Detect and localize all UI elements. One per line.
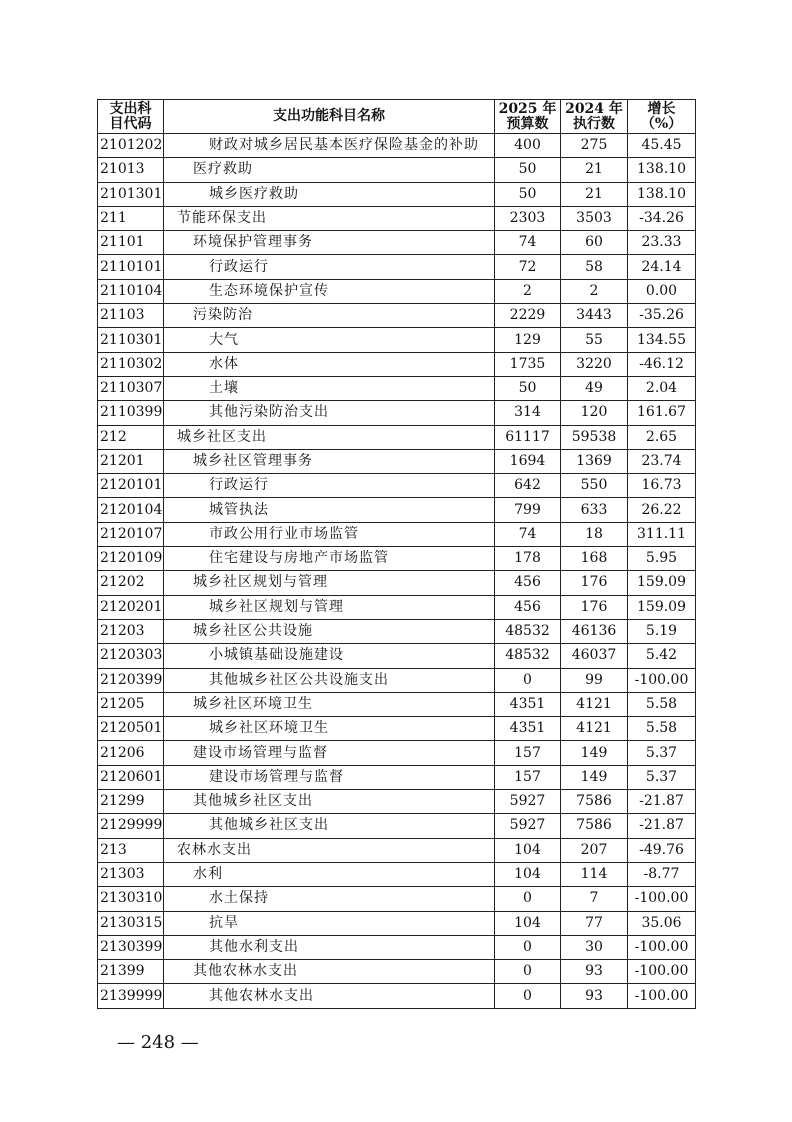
budget-cell: 50 <box>495 158 561 182</box>
actual-cell: 7586 <box>561 790 628 814</box>
actual-cell: 633 <box>561 498 628 522</box>
code-cell: 211 <box>98 206 164 230</box>
growth-cell: 23.74 <box>628 449 696 473</box>
table-row <box>98 328 696 352</box>
budget-cell: 400 <box>495 134 561 158</box>
table-row <box>98 206 696 230</box>
actual-cell: 99 <box>561 668 628 692</box>
name-cell: 城乡社区管理事务 <box>164 449 495 473</box>
growth-cell: 159.09 <box>628 571 696 595</box>
table-row <box>98 595 696 619</box>
code-cell: 2129999 <box>98 814 164 838</box>
code-cell: 2120501 <box>98 717 164 741</box>
actual-cell: 149 <box>561 741 628 765</box>
header-budget-line2: 预算数 <box>506 115 549 132</box>
table-row <box>98 352 696 376</box>
header-code-line1: 支出科 <box>109 100 152 117</box>
budget-cell: 456 <box>495 595 561 619</box>
code-cell: 21013 <box>98 158 164 182</box>
table-row <box>98 449 696 473</box>
name-cell: 抗旱 <box>164 911 495 935</box>
name-cell: 财政对城乡居民基本医疗保险基金的补助 <box>164 134 495 158</box>
name-cell: 其他污染防治支出 <box>164 401 495 425</box>
table-row <box>98 498 696 522</box>
growth-cell: -8.77 <box>628 862 696 886</box>
table-row <box>98 765 696 789</box>
table-row <box>98 717 696 741</box>
growth-cell: 5.19 <box>628 619 696 643</box>
growth-cell: -100.00 <box>628 960 696 984</box>
name-cell: 城乡社区环境卫生 <box>164 717 495 741</box>
table-row <box>98 376 696 400</box>
table-row <box>98 401 696 425</box>
actual-cell: 1369 <box>561 449 628 473</box>
name-cell: 城管执法 <box>164 498 495 522</box>
table-row <box>98 522 696 546</box>
budget-cell: 0 <box>495 960 561 984</box>
name-cell: 其他农林水支出 <box>164 960 495 984</box>
budget-cell: 178 <box>495 547 561 571</box>
budget-cell: 2303 <box>495 206 561 230</box>
name-cell: 大气 <box>164 328 495 352</box>
header-actual-line2: 执行数 <box>573 115 615 132</box>
table-row <box>98 425 696 449</box>
growth-cell: -100.00 <box>628 668 696 692</box>
table-row <box>98 790 696 814</box>
table-row <box>98 571 696 595</box>
code-cell: 2110302 <box>98 352 164 376</box>
growth-cell: 24.14 <box>628 255 696 279</box>
actual-cell: 114 <box>561 862 628 886</box>
growth-cell: 161.67 <box>628 401 696 425</box>
name-cell: 城乡社区环境卫生 <box>164 692 495 716</box>
name-cell: 城乡社区支出 <box>164 425 495 449</box>
budget-cell: 129 <box>495 328 561 352</box>
name-cell: 水体 <box>164 352 495 376</box>
header-growth <box>628 100 696 134</box>
name-cell: 城乡医疗救助 <box>164 182 495 206</box>
growth-cell: -21.87 <box>628 814 696 838</box>
budget-cell: 48532 <box>495 619 561 643</box>
budget-cell: 1694 <box>495 449 561 473</box>
budget-cell: 72 <box>495 255 561 279</box>
name-cell: 建设市场管理与监督 <box>164 765 495 789</box>
growth-cell: 2.65 <box>628 425 696 449</box>
actual-cell: 3443 <box>561 304 628 328</box>
growth-cell: -100.00 <box>628 887 696 911</box>
name-cell: 建设市场管理与监督 <box>164 741 495 765</box>
growth-cell: -21.87 <box>628 790 696 814</box>
actual-cell: 4121 <box>561 717 628 741</box>
header-code <box>98 100 164 134</box>
code-cell: 2120107 <box>98 522 164 546</box>
name-cell: 其他水利支出 <box>164 935 495 959</box>
page-number: — 248 — <box>117 1032 199 1053</box>
budget-cell: 104 <box>495 862 561 886</box>
code-cell: 2130399 <box>98 935 164 959</box>
code-cell: 2130310 <box>98 887 164 911</box>
name-cell: 行政运行 <box>164 255 495 279</box>
growth-cell: 5.58 <box>628 717 696 741</box>
name-cell: 城乡社区公共设施 <box>164 619 495 643</box>
name-cell: 医疗救助 <box>164 158 495 182</box>
growth-cell: 138.10 <box>628 182 696 206</box>
actual-cell: 60 <box>561 231 628 255</box>
budget-cell: 74 <box>495 231 561 255</box>
budget-cell: 456 <box>495 571 561 595</box>
name-cell: 土壤 <box>164 376 495 400</box>
budget-cell: 104 <box>495 838 561 862</box>
name-cell: 小城镇基础设施建设 <box>164 644 495 668</box>
name-cell: 生态环境保护宣传 <box>164 279 495 303</box>
code-cell: 21399 <box>98 960 164 984</box>
budget-cell: 74 <box>495 522 561 546</box>
budget-cell: 61117 <box>495 425 561 449</box>
code-cell: 2120399 <box>98 668 164 692</box>
actual-cell: 4121 <box>561 692 628 716</box>
name-cell: 其他城乡社区支出 <box>164 790 495 814</box>
code-cell: 2110307 <box>98 376 164 400</box>
actual-cell: 207 <box>561 838 628 862</box>
actual-cell: 58 <box>561 255 628 279</box>
growth-cell: 138.10 <box>628 158 696 182</box>
code-cell: 2101202 <box>98 134 164 158</box>
name-cell: 其他城乡社区支出 <box>164 814 495 838</box>
budget-cell: 4351 <box>495 692 561 716</box>
budget-cell: 5927 <box>495 814 561 838</box>
budget-cell: 0 <box>495 668 561 692</box>
code-cell: 2120101 <box>98 474 164 498</box>
actual-cell: 7586 <box>561 814 628 838</box>
code-cell: 2120201 <box>98 595 164 619</box>
code-cell: 212 <box>98 425 164 449</box>
code-cell: 2130315 <box>98 911 164 935</box>
growth-cell: 5.58 <box>628 692 696 716</box>
code-cell: 2120303 <box>98 644 164 668</box>
actual-cell: 55 <box>561 328 628 352</box>
code-cell: 2120109 <box>98 547 164 571</box>
table-row <box>98 911 696 935</box>
code-cell: 21206 <box>98 741 164 765</box>
code-cell: 2101301 <box>98 182 164 206</box>
budget-cell: 50 <box>495 182 561 206</box>
actual-cell: 2 <box>561 279 628 303</box>
actual-cell: 176 <box>561 595 628 619</box>
name-cell: 节能环保支出 <box>164 206 495 230</box>
name-cell: 市政公用行业市场监管 <box>164 522 495 546</box>
table-row <box>98 182 696 206</box>
growth-cell: 5.42 <box>628 644 696 668</box>
actual-cell: 120 <box>561 401 628 425</box>
table-row <box>98 474 696 498</box>
budget-cell: 2 <box>495 279 561 303</box>
table-row <box>98 741 696 765</box>
actual-cell: 21 <box>561 182 628 206</box>
actual-cell: 30 <box>561 935 628 959</box>
budget-cell: 1735 <box>495 352 561 376</box>
code-cell: 21201 <box>98 449 164 473</box>
table-row <box>98 887 696 911</box>
code-cell: 21299 <box>98 790 164 814</box>
header-code-line2: 目代码 <box>109 115 152 132</box>
table-row <box>98 619 696 643</box>
budget-cell: 314 <box>495 401 561 425</box>
growth-cell: 45.45 <box>628 134 696 158</box>
code-cell: 21303 <box>98 862 164 886</box>
actual-cell: 59538 <box>561 425 628 449</box>
table-row <box>98 644 696 668</box>
code-cell: 2110104 <box>98 279 164 303</box>
growth-cell: -49.76 <box>628 838 696 862</box>
table-header-row <box>98 100 696 134</box>
name-cell: 其他农林水支出 <box>164 984 495 1008</box>
code-cell: 2110399 <box>98 401 164 425</box>
actual-cell: 18 <box>561 522 628 546</box>
table-row <box>98 304 696 328</box>
budget-cell: 642 <box>495 474 561 498</box>
growth-cell: -100.00 <box>628 935 696 959</box>
header-growth-line2: （%） <box>640 115 683 132</box>
budget-cell: 799 <box>495 498 561 522</box>
name-cell: 水利 <box>164 862 495 886</box>
table-row <box>98 668 696 692</box>
budget-cell: 5927 <box>495 790 561 814</box>
actual-cell: 7 <box>561 887 628 911</box>
actual-cell: 550 <box>561 474 628 498</box>
name-cell: 水土保持 <box>164 887 495 911</box>
code-cell: 2120104 <box>98 498 164 522</box>
growth-cell: 0.00 <box>628 279 696 303</box>
growth-cell: 311.11 <box>628 522 696 546</box>
name-cell: 城乡社区规划与管理 <box>164 595 495 619</box>
growth-cell: -34.26 <box>628 206 696 230</box>
name-cell: 环境保护管理事务 <box>164 231 495 255</box>
budget-cell: 2229 <box>495 304 561 328</box>
budget-cell: 4351 <box>495 717 561 741</box>
code-cell: 213 <box>98 838 164 862</box>
table-row <box>98 134 696 158</box>
table-row <box>98 547 696 571</box>
name-cell: 住宅建设与房地产市场监管 <box>164 547 495 571</box>
name-cell: 其他城乡社区公共设施支出 <box>164 668 495 692</box>
code-cell: 21101 <box>98 231 164 255</box>
growth-cell: -100.00 <box>628 984 696 1008</box>
table-row <box>98 935 696 959</box>
budget-cell: 50 <box>495 376 561 400</box>
actual-cell: 46136 <box>561 619 628 643</box>
table-body <box>98 134 696 1009</box>
name-cell: 污染防治 <box>164 304 495 328</box>
header-budget-line1: 2025 年 <box>498 100 557 117</box>
actual-cell: 176 <box>561 571 628 595</box>
table-row <box>98 814 696 838</box>
actual-cell: 93 <box>561 960 628 984</box>
actual-cell: 46037 <box>561 644 628 668</box>
table-row <box>98 960 696 984</box>
actual-cell: 21 <box>561 158 628 182</box>
budget-table-container <box>97 99 695 1009</box>
name-cell: 城乡社区规划与管理 <box>164 571 495 595</box>
budget-cell: 157 <box>495 765 561 789</box>
growth-cell: -46.12 <box>628 352 696 376</box>
table-row <box>98 692 696 716</box>
growth-cell: 134.55 <box>628 328 696 352</box>
code-cell: 21103 <box>98 304 164 328</box>
actual-cell: 275 <box>561 134 628 158</box>
growth-cell: -35.26 <box>628 304 696 328</box>
actual-cell: 3503 <box>561 206 628 230</box>
code-cell: 2139999 <box>98 984 164 1008</box>
expenditure-table <box>97 99 696 1009</box>
budget-cell: 0 <box>495 984 561 1008</box>
header-actual <box>561 100 628 134</box>
growth-cell: 5.37 <box>628 765 696 789</box>
code-cell: 2120601 <box>98 765 164 789</box>
table-row <box>98 838 696 862</box>
growth-cell: 26.22 <box>628 498 696 522</box>
table-row <box>98 862 696 886</box>
table-row <box>98 158 696 182</box>
table-row <box>98 984 696 1008</box>
actual-cell: 168 <box>561 547 628 571</box>
budget-cell: 0 <box>495 887 561 911</box>
table-row <box>98 255 696 279</box>
header-name: 支出功能科目名称 <box>164 100 495 134</box>
name-cell: 行政运行 <box>164 474 495 498</box>
table-row <box>98 279 696 303</box>
growth-cell: 5.37 <box>628 741 696 765</box>
growth-cell: 2.04 <box>628 376 696 400</box>
growth-cell: 159.09 <box>628 595 696 619</box>
budget-cell: 157 <box>495 741 561 765</box>
header-budget <box>495 100 561 134</box>
header-actual-line1: 2024 年 <box>565 100 623 117</box>
budget-cell: 0 <box>495 935 561 959</box>
budget-cell: 104 <box>495 911 561 935</box>
code-cell: 2110101 <box>98 255 164 279</box>
actual-cell: 77 <box>561 911 628 935</box>
growth-cell: 5.95 <box>628 547 696 571</box>
header-growth-line1: 增长 <box>647 100 676 117</box>
actual-cell: 49 <box>561 376 628 400</box>
actual-cell: 149 <box>561 765 628 789</box>
code-cell: 21203 <box>98 619 164 643</box>
code-cell: 2110301 <box>98 328 164 352</box>
code-cell: 21202 <box>98 571 164 595</box>
code-cell: 21205 <box>98 692 164 716</box>
growth-cell: 16.73 <box>628 474 696 498</box>
name-cell: 农林水支出 <box>164 838 495 862</box>
growth-cell: 23.33 <box>628 231 696 255</box>
table-row <box>98 231 696 255</box>
actual-cell: 3220 <box>561 352 628 376</box>
actual-cell: 93 <box>561 984 628 1008</box>
budget-cell: 48532 <box>495 644 561 668</box>
growth-cell: 35.06 <box>628 911 696 935</box>
